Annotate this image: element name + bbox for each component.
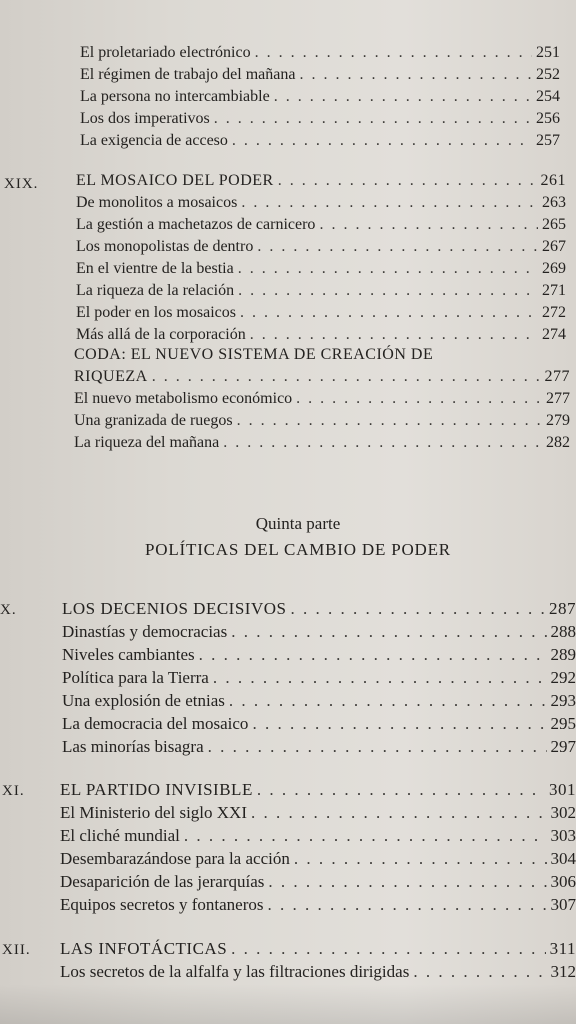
leader-dots [152, 368, 541, 386]
toc-entry [76, 282, 566, 300]
coda-heading-line2 [74, 368, 570, 386]
entry-title: Desembarazándose para la acción [60, 849, 290, 868]
toc-entry [62, 622, 576, 642]
leader-dots [237, 412, 542, 430]
entry-page: 304 [550, 849, 576, 868]
toc-entry [60, 962, 576, 982]
page-shadow [0, 984, 576, 1024]
entry-title: El proletariado electrónico [80, 44, 251, 61]
entry-title: Política para la Tierra [62, 668, 209, 687]
entry-page: 252 [536, 66, 560, 83]
entry-page: 307 [550, 895, 576, 914]
chapter-number: XI. [2, 783, 25, 799]
entry-title: La exigencia de acceso [80, 132, 228, 149]
entry-title: El Ministerio del siglo XXI [60, 803, 247, 822]
leader-dots [413, 962, 546, 982]
entry-page: 271 [542, 282, 566, 299]
leader-dots [257, 238, 538, 256]
toc-entry [74, 412, 570, 430]
leader-dots [274, 88, 532, 106]
entry-title: La riqueza de la relación [76, 282, 235, 299]
chapter-title: EL PARTIDO INVISIBLE [60, 780, 253, 799]
entry-page: 303 [550, 826, 576, 845]
chapter-heading [60, 780, 576, 800]
leader-dots [251, 803, 547, 823]
entry-page: 265 [542, 216, 566, 233]
entry-title: El cliché mundial [60, 826, 180, 845]
leader-dots [231, 622, 546, 642]
coda-page: 277 [544, 368, 570, 385]
leader-dots [238, 260, 538, 278]
entry-title: Una explosión de etnias [62, 691, 225, 710]
leader-dots [231, 939, 545, 959]
toc-entry [80, 88, 560, 106]
entry-page: 251 [536, 44, 560, 61]
entry-page: 312 [550, 962, 576, 981]
leader-dots [268, 872, 546, 892]
chapter-number: XII. [2, 942, 31, 958]
entry-page: 254 [536, 88, 560, 105]
entry-title: Los dos imperativos [80, 110, 210, 127]
chapter-number: XIX. [4, 176, 39, 192]
coda-heading-line1: CODA: EL NUEVO SISTEMA DE CREACIÓN DE [74, 346, 434, 363]
toc-entry [62, 691, 576, 711]
toc-entry [80, 110, 560, 128]
toc-entry [80, 132, 560, 150]
entry-title: Niveles cambiantes [62, 645, 195, 664]
entry-page: 302 [550, 803, 576, 822]
entry-page: 274 [542, 326, 566, 343]
entry-page: 257 [536, 132, 560, 149]
leader-dots [252, 714, 546, 734]
chapter-heading [62, 599, 576, 619]
entry-page: 272 [542, 304, 566, 321]
entry-title: Los monopolistas de dentro [76, 238, 254, 255]
entry-title: En el vientre de la bestia [76, 260, 234, 277]
chapter-title: LAS INFOTÁCTICAS [60, 939, 228, 958]
leader-dots [294, 849, 547, 869]
leader-dots [255, 44, 532, 62]
leader-dots [238, 282, 538, 300]
entry-page: 288 [550, 622, 576, 641]
entry-title: Las minorías bisagra [62, 737, 204, 756]
leader-dots [199, 645, 547, 665]
entry-page: 267 [542, 238, 566, 255]
leader-dots [240, 304, 538, 322]
toc-entry [62, 737, 576, 757]
leader-dots [299, 66, 532, 84]
leader-dots [250, 326, 538, 344]
entry-title: El régimen de trabajo del mañana [80, 66, 296, 83]
leader-dots [208, 737, 547, 757]
entry-page: 277 [546, 390, 570, 407]
toc-entry [60, 895, 576, 915]
toc-entry [62, 645, 576, 665]
chapter-heading [60, 939, 576, 959]
toc-entry [76, 194, 566, 212]
entry-title: Dinastías y democracias [62, 622, 228, 641]
entry-title: El poder en los mosaicos [76, 304, 236, 321]
entry-page: 297 [550, 737, 576, 756]
entry-title: Una granizada de ruegos [74, 412, 233, 429]
toc-entry [60, 849, 576, 869]
entry-title: De monolitos a mosaicos [76, 194, 238, 211]
chapter-page: 301 [549, 780, 576, 799]
part-title: POLÍTICAS DEL CAMBIO DE PODER [145, 540, 451, 559]
entry-page: 263 [542, 194, 566, 211]
entry-title: La democracia del mosaico [62, 714, 249, 733]
entry-title: La riqueza del mañana [74, 434, 220, 451]
entry-page: 293 [550, 691, 576, 710]
toc-entry [76, 326, 566, 344]
part-label: Quinta parte [255, 514, 341, 533]
chapter-title: EL MOSAICO DEL PODER [76, 172, 274, 189]
toc-entry [76, 260, 566, 278]
leader-dots [184, 826, 547, 846]
leader-dots [223, 434, 542, 452]
toc-entry [74, 434, 570, 452]
toc-entry [76, 216, 566, 234]
toc-entry [62, 714, 576, 734]
toc-entry [60, 803, 576, 823]
leader-dots [241, 194, 538, 212]
leader-dots [214, 110, 532, 128]
entry-title: Los secretos de la alfalfa y las filtraciones dirigidas [60, 962, 410, 981]
entry-title: El nuevo metabolismo económico [74, 390, 293, 407]
entry-title: Equipos secretos y fontaneros [60, 895, 264, 914]
entry-title: La gestión a machetazos de carnicero [76, 216, 316, 233]
leader-dots [257, 780, 545, 800]
toc-entry [74, 390, 570, 408]
leader-dots [296, 390, 542, 408]
leader-dots [267, 895, 546, 915]
entry-title: Más allá de la corporación [76, 326, 246, 343]
entry-page: 282 [546, 434, 570, 451]
leader-dots [290, 599, 545, 619]
leader-dots [213, 668, 547, 688]
toc-entry [80, 66, 560, 84]
chapter-number: X. [0, 602, 17, 618]
leader-dots [319, 216, 538, 234]
chapter-page: 311 [549, 939, 576, 958]
entry-title: Desaparición de las jerarquías [60, 872, 265, 891]
toc-entry [76, 238, 566, 256]
toc-entry [60, 872, 576, 892]
chapter-title: LOS DECENIOS DECISIVOS [62, 599, 287, 618]
entry-page: 292 [550, 668, 576, 687]
toc-entry [80, 44, 560, 62]
entry-page: 295 [550, 714, 576, 733]
entry-title: La persona no intercambiable [80, 88, 270, 105]
leader-dots [278, 172, 537, 190]
entry-page: 269 [542, 260, 566, 277]
entry-page: 306 [550, 872, 576, 891]
entry-page: 279 [546, 412, 570, 429]
leader-dots [232, 132, 532, 150]
toc-entry [76, 304, 566, 322]
entry-page: 256 [536, 110, 560, 127]
coda-title: RIQUEZA [74, 368, 148, 385]
chapter-page: 261 [540, 172, 566, 189]
chapter-page: 287 [549, 599, 576, 618]
chapter-heading [76, 172, 566, 190]
leader-dots [229, 691, 547, 711]
entry-page: 289 [550, 645, 576, 664]
toc-entry [62, 668, 576, 688]
toc-entry [60, 826, 576, 846]
